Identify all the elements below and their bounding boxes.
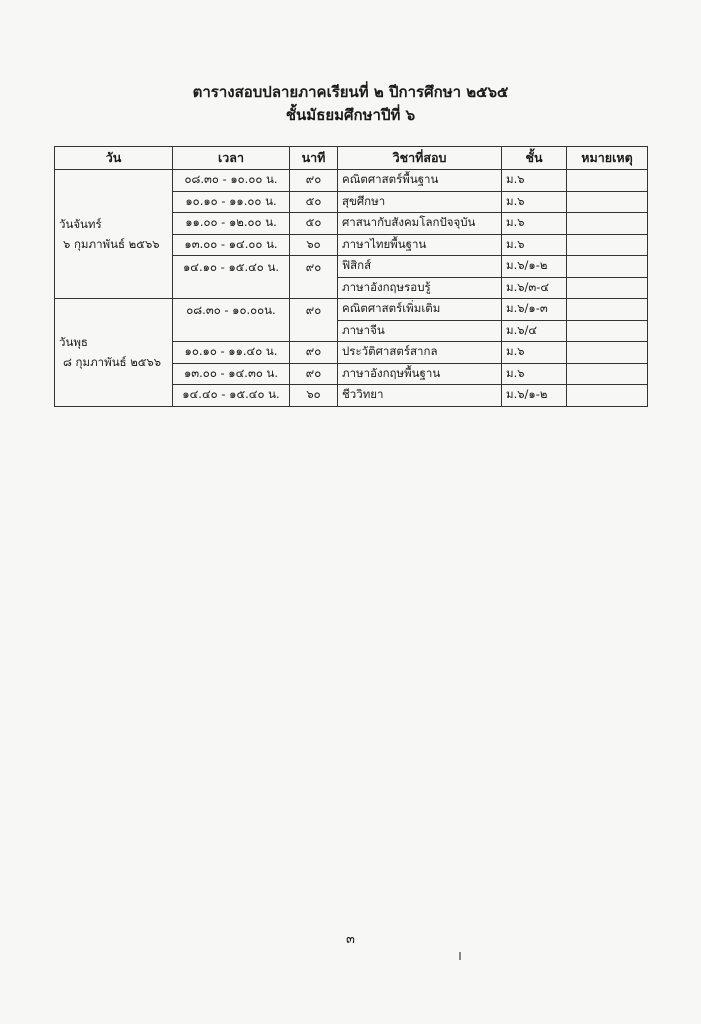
subject-cell: ศาสนากับสังคมโลกปัจจุบัน: [338, 213, 502, 235]
time-cell: ๑๔.๑๐ - ๑๕.๔๐ น.: [173, 256, 290, 299]
level-cell: ม.๖/๑-๓: [502, 299, 567, 321]
scan-mark: [459, 952, 461, 960]
level-cell: ม.๖: [502, 170, 567, 192]
minutes-cell: ๙๐: [290, 363, 338, 385]
header-subject: วิชาที่สอบ: [338, 147, 502, 170]
remark-cell: [567, 256, 648, 278]
header-remark: หมายเหตุ: [567, 147, 648, 170]
time-cell: ๑๐.๑๐ - ๑๑.๐๐ น.: [173, 191, 290, 213]
remark-cell: [567, 213, 648, 235]
remark-cell: [567, 170, 648, 192]
minutes-cell: ๕๐: [290, 213, 338, 235]
subject-cell: ประวัติศาสตร์สากล: [338, 342, 502, 364]
day-date: ๖ กุมภาพันธ์ ๒๕๖๖: [63, 237, 160, 251]
subject-cell: ภาษาไทยพื้นฐาน: [338, 234, 502, 256]
time-cell: ๐๘.๓๐ - ๑๐.๐๐น.: [173, 299, 290, 342]
document-title: ตารางสอบปลายภาคเรียนที่ ๒ ปีการศึกษา ๒๕๖๕: [192, 83, 509, 101]
subject-cell: ฟิสิกส์: [338, 256, 502, 278]
level-cell: ม.๖/๑-๒: [502, 256, 567, 278]
day-date: ๘ กุมภาพันธ์ ๒๕๖๖: [63, 355, 162, 370]
document-subtitle: ชั้นมัธยมศึกษาปีที่ ๖: [285, 106, 416, 124]
level-cell: ม.๖/๑-๒: [502, 385, 567, 407]
table-row: [55, 299, 648, 321]
remark-cell: [567, 385, 648, 407]
minutes-cell: ๖๐: [290, 234, 338, 256]
subject-cell: ภาษาจีน: [338, 320, 502, 342]
header-minutes: นาที: [290, 147, 338, 170]
header-level: ชั้น: [502, 147, 567, 170]
minutes-cell: ๙๐: [290, 170, 338, 192]
page-number: ๓: [346, 932, 355, 947]
time-cell: ๑๔.๔๐ - ๑๕.๔๐ น.: [173, 385, 290, 407]
level-cell: ม.๖: [502, 342, 567, 364]
time-cell: ๑๓.๐๐ - ๑๔.๐๐ น.: [173, 234, 290, 256]
minutes-cell: ๕๐: [290, 191, 338, 213]
time-cell: ๑๐.๑๐ - ๑๑.๔๐ น.: [173, 342, 290, 364]
exam-schedule-table: [54, 146, 648, 407]
header-day: วัน: [55, 147, 173, 170]
remark-cell: [567, 234, 648, 256]
day-cell-monday: [55, 170, 173, 299]
subject-cell: ภาษาอังกฤษพื้นฐาน: [338, 363, 502, 385]
remark-cell: [567, 363, 648, 385]
remark-cell: [567, 191, 648, 213]
table-row: [55, 170, 648, 192]
level-cell: ม.๖: [502, 191, 567, 213]
subject-cell: คณิตศาสตร์พื้นฐาน: [338, 170, 502, 192]
table-header-row: [55, 147, 648, 170]
remark-cell: [567, 342, 648, 364]
day-name: วันพุธ: [59, 335, 88, 350]
subject-cell: ชีววิทยา: [338, 385, 502, 407]
minutes-cell: ๖๐: [290, 385, 338, 407]
minutes-cell: ๙๐: [290, 256, 338, 299]
subject-cell: คณิตศาสตร์เพิ่มเติม: [338, 299, 502, 321]
time-cell: ๑๑.๐๐ - ๑๒.๐๐ น.: [173, 213, 290, 235]
day-name: วันจันทร์: [59, 217, 102, 231]
subject-cell: สุขศึกษา: [338, 191, 502, 213]
subject-cell: ภาษาอังกฤษรอบรู้: [338, 277, 502, 299]
level-cell: ม.๖: [502, 213, 567, 235]
day-cell-wednesday: [55, 299, 173, 407]
remark-cell: [567, 299, 648, 321]
minutes-cell: ๙๐: [290, 299, 338, 342]
remark-cell: [567, 320, 648, 342]
remark-cell: [567, 277, 648, 299]
time-cell: ๐๘.๓๐ - ๑๐.๐๐ น.: [173, 170, 290, 192]
level-cell: ม.๖: [502, 234, 567, 256]
level-cell: ม.๖/๓-๔: [502, 277, 567, 299]
time-cell: ๑๓.๐๐ - ๑๔.๓๐ น.: [173, 363, 290, 385]
level-cell: ม.๖: [502, 363, 567, 385]
header-time: เวลา: [173, 147, 290, 170]
level-cell: ม.๖/๔: [502, 320, 567, 342]
minutes-cell: ๙๐: [290, 342, 338, 364]
